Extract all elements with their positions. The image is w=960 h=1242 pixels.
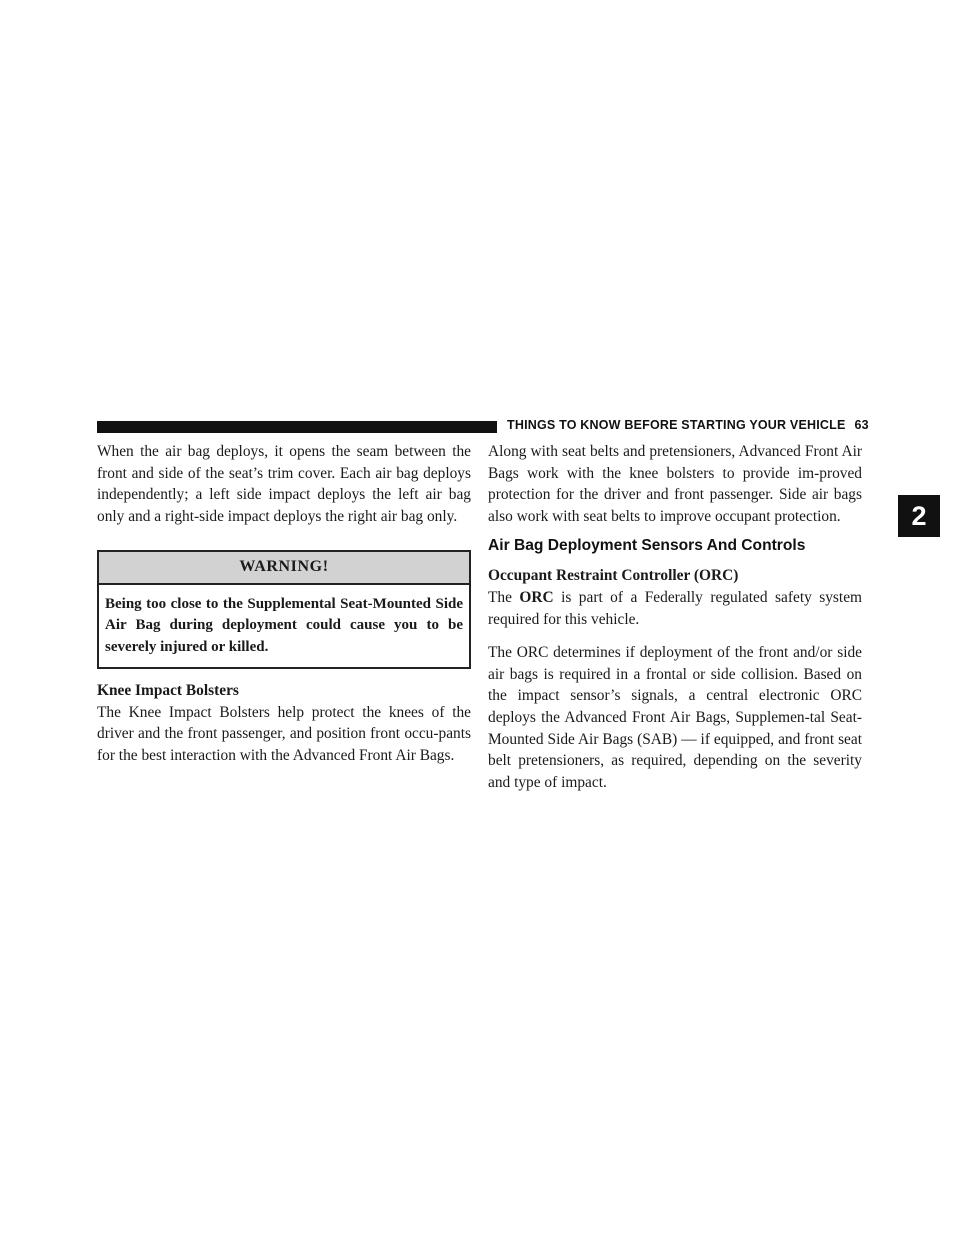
orc-term: ORC [519,588,554,606]
warning-box [97,550,471,669]
left-column [97,441,471,767]
orc-intro-paragraph [488,587,862,630]
orc-heading: Occupant Restraint Controller (ORC) [488,567,739,585]
orc-description-paragraph: The ORC determines if deployment of the front and/or side air bags is required in a frontal or side collision. Based on the impact sensor’s signals, a central electronic ORC deploys the Advanced Front Air Bags, Supplemen-tal Seat-Mounted Side Air Bags (SAB) — if equipped, and front seat belt pretensioners, as required, depending on the severity and type of impact. [488,644,862,791]
running-header [507,418,869,432]
warning-body: Being too close to the Supplemental Seat-Mounted Side Air Bag during deployment could cause you to be severely injured or killed. [105,595,463,655]
orc-intro-rest: is part of a Federally regulated safety system required for this vehicle. [488,588,862,628]
knee-bolsters-paragraph: The Knee Impact Bolsters help protect the knees of the driver and the front passenger, and position front occu-pants for the best interaction with the Advanced Front Air Bags. [97,703,471,764]
right-column [488,441,862,793]
deployment-sensors-heading: Air Bag Deployment Sensors And Controls [488,537,806,555]
orc-intro-prefix: The [488,588,512,606]
header-rule [97,421,497,433]
page-number: 63 [854,418,869,432]
warning-title: WARNING! [99,552,469,585]
seat-airbag-paragraph: When the air bag deploys, it opens the seam between the front and side of the seat’s trim cover. Each air bag deploys independently; a left side impact deploys the left air bag only and a right-side impact deploys the right air bag only. [97,443,471,525]
knee-bolsters-heading: Knee Impact Bolsters [97,682,239,700]
chapter-tab: 2 [898,495,940,537]
advanced-airbags-paragraph: Along with seat belts and pretensioners, Advanced Front Air Bags work with the knee bolsters to provide im-proved protection for the driver and front passenger. Side air bags also work with seat belts to improve occupant protection. [488,443,862,525]
header-section-title: THINGS TO KNOW BEFORE STARTING YOUR VEHICLE [507,418,846,432]
